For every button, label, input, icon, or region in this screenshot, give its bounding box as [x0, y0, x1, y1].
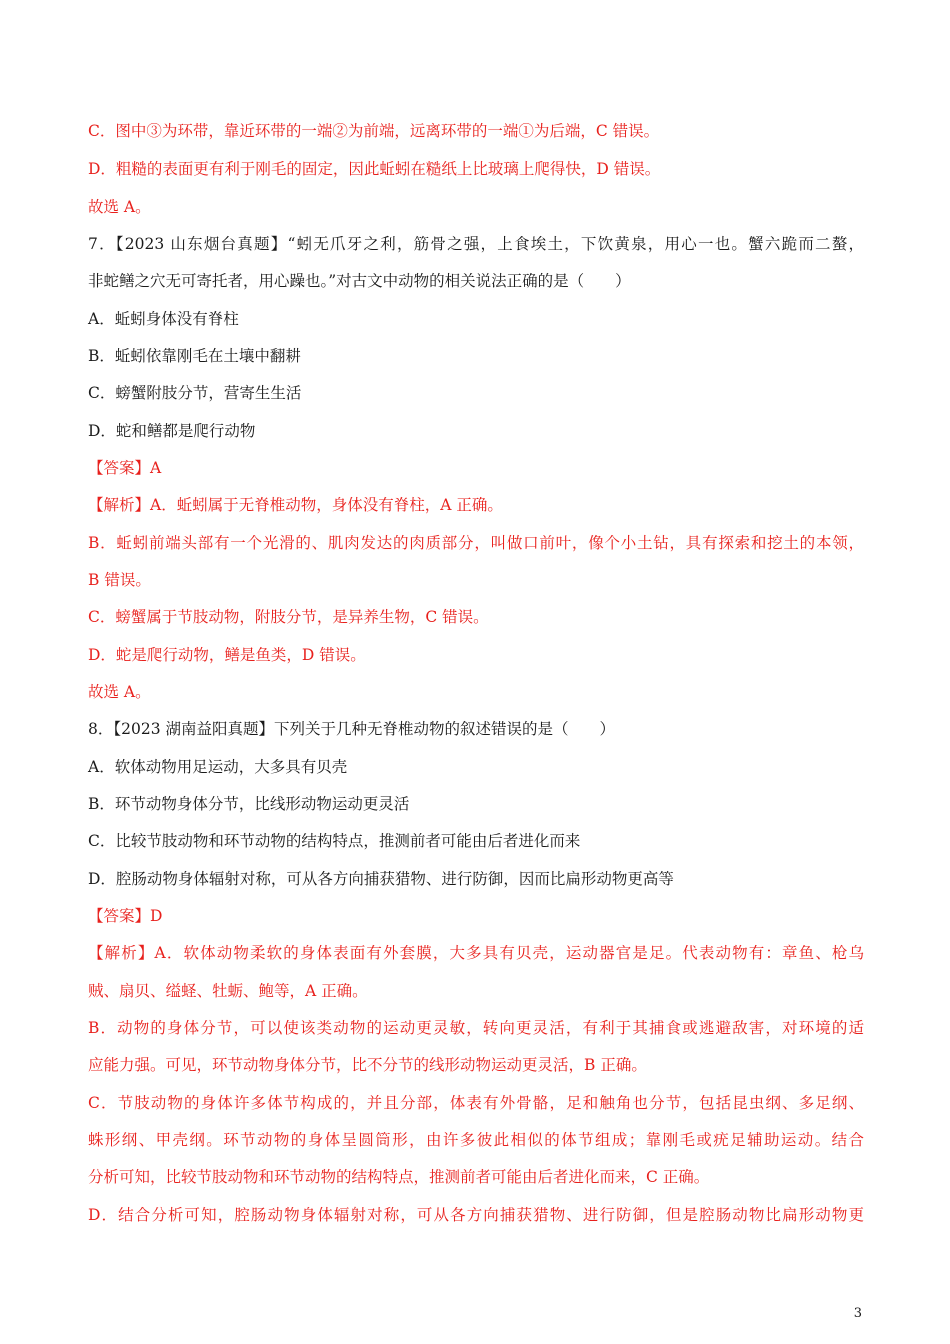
explanation-line: B．蚯蚓前端头部有一个光滑的、肌肉发达的肉质部分，叫做口前叶，像个小土钻，具有探索和挖土的本领， — [88, 534, 864, 552]
option-d: D．蛇和鳝都是爬行动物 — [88, 422, 256, 440]
explanation-line: 贼、扇贝、缢蛏、牡蛎、鲍等，A 正确。 — [88, 982, 368, 1000]
question-7-stem: 非蛇鳝之穴无可寄托者，用心躁也。”对古文中动物的相关说法正确的是（ ） — [88, 272, 631, 290]
option-c: C．比较节肢动物和环节动物的结构特点，推测前者可能由后者进化而来 — [88, 832, 581, 850]
option-d: D．腔肠动物身体辐射对称，可从各方向捕获猎物、进行防御，因而比扁形动物更高等 — [88, 870, 674, 888]
explanation-line: D．蛇是爬行动物，鳝是鱼类，D 错误。 — [88, 646, 366, 664]
option-b: B．环节动物身体分节，比线形动物运动更灵活 — [88, 795, 410, 813]
explanation-line: 分析可知，比较节肢动物和环节动物的结构特点，推测前者可能由后者进化而来，C 正确。 — [88, 1168, 710, 1186]
explanation-line: C．节肢动物的身体许多体节构成的，并且分部，体表有外骨骼，足和触角也分节，包括昆虫纲、多足纲、 — [88, 1094, 864, 1112]
option-a: A．蚯蚓身体没有脊柱 — [88, 310, 239, 328]
explanation-line: 【解析】A．软体动物柔软的身体表面有外套膜，大多具有贝壳，运动器官是足。代表动物有：章鱼、枪乌 — [88, 944, 864, 962]
explanation-line: 蛛形纲、甲壳纲。环节动物的身体呈圆筒形，由许多彼此相似的体节组成；靠刚毛或疣足辅助运动。结合 — [88, 1131, 864, 1149]
answer-line: 【答案】D — [88, 907, 163, 925]
option-c: C．螃蟹附肢分节，营寄生生活 — [88, 384, 302, 402]
conclusion-line: 故选 A。 — [88, 683, 151, 701]
page-number: 3 — [853, 1306, 862, 1321]
conclusion-line: 故选 A。 — [88, 198, 151, 216]
explanation-line: D．粗糙的表面更有利于刚毛的固定，因此蚯蚓在糙纸上比玻璃上爬得快，D 错误。 — [88, 160, 661, 178]
explanation-line: B 错误。 — [88, 571, 151, 589]
question-7-stem: 7．【2023 山东烟台真题】“蚓无爪牙之利，筋骨之强，上食埃土，下饮黄泉，用心一也。蟹六跪而二螯， — [88, 235, 864, 253]
explanation-line: C．螃蟹属于节肢动物，附肢分节，是异养生物，C 错误。 — [88, 608, 489, 626]
option-b: B．蚯蚓依靠刚毛在土壤中翻耕 — [88, 347, 301, 365]
explanation-line: D．结合分析可知，腔肠动物身体辐射对称，可从各方向捕获猎物、进行防御，但是腔肠动物比扁形动物更 — [88, 1206, 864, 1224]
question-8-stem: 8．【2023 湖南益阳真题】下列关于几种无脊椎动物的叙述错误的是（ ） — [88, 720, 615, 738]
option-a: A．软体动物用足运动，大多具有贝壳 — [88, 758, 348, 776]
answer-line: 【答案】A — [88, 459, 162, 477]
explanation-line: B．动物的身体分节，可以使该类动物的运动更灵敏，转向更灵活，有利于其捕食或逃避敌害，对环境的适 — [88, 1019, 864, 1037]
explanation-line: C．图中③为环带，靠近环带的一端②为前端，远离环带的一端①为后端，C 错误。 — [88, 122, 660, 140]
explanation-line: 【解析】A．蚯蚓属于无脊椎动物，身体没有脊柱，A 正确。 — [88, 496, 503, 514]
explanation-line: 应能力强。可见，环节动物身体分节，比不分节的线形动物运动更灵活，B 正确。 — [88, 1056, 647, 1074]
